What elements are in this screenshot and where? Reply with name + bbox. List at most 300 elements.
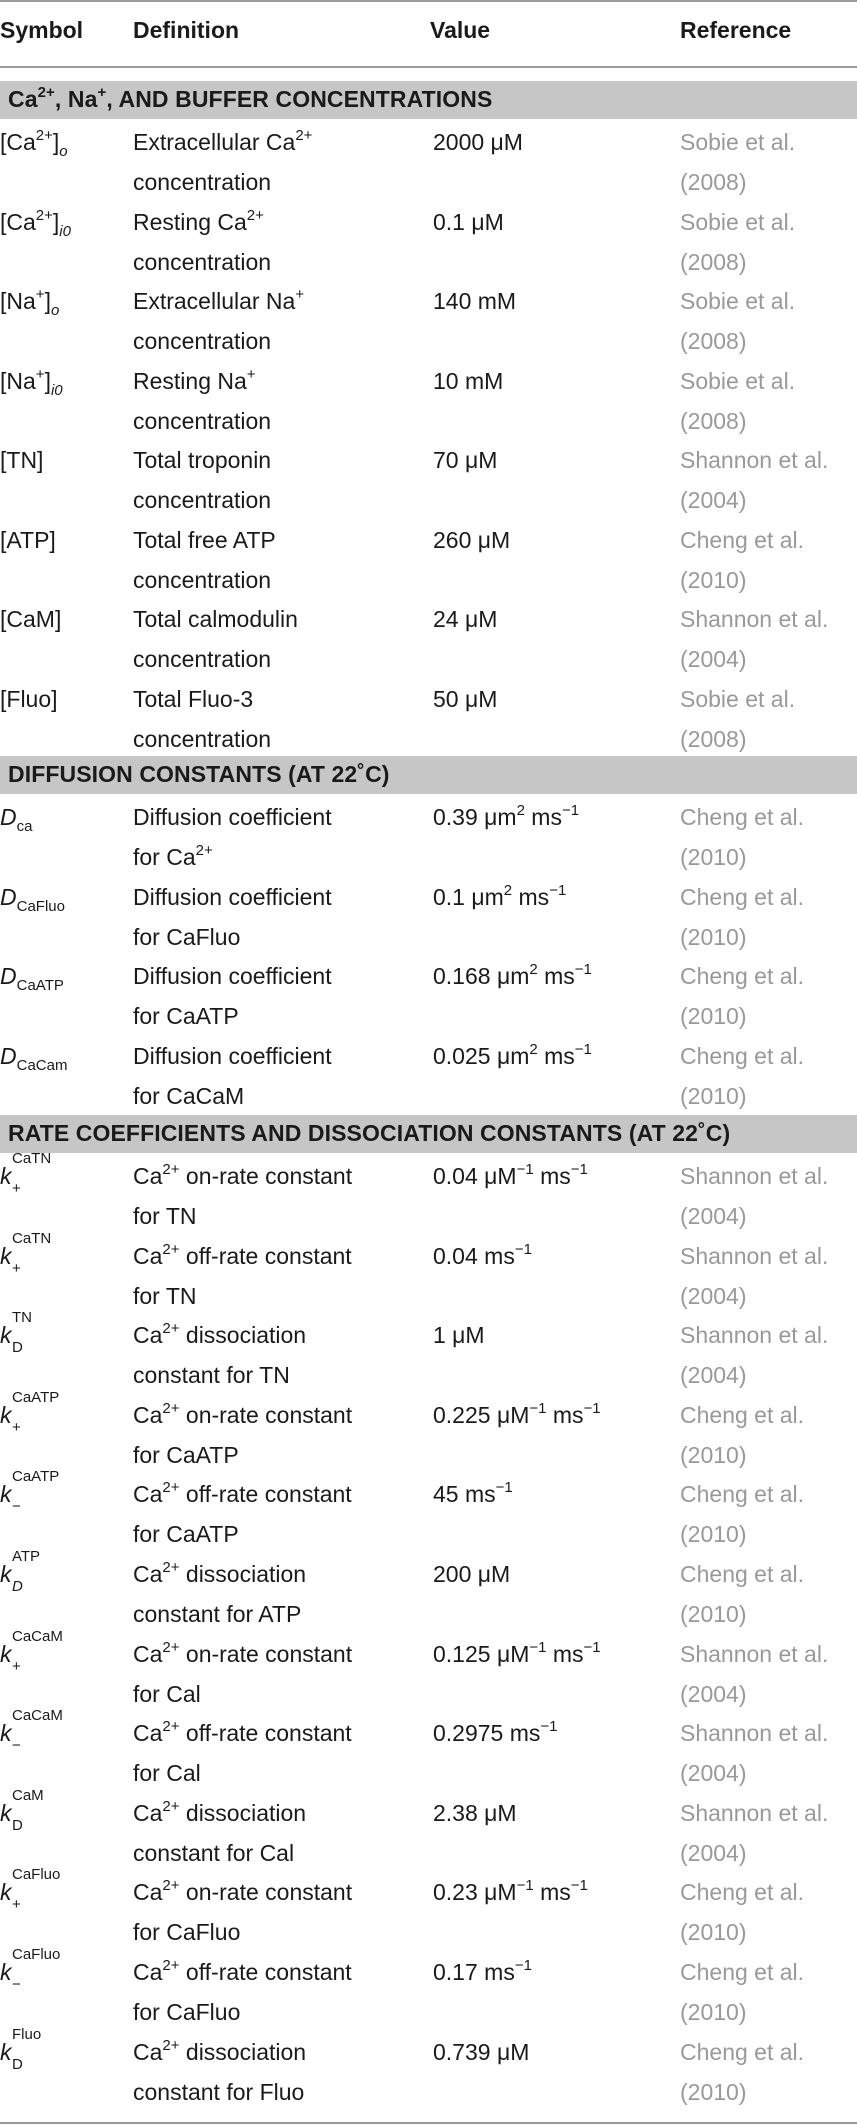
symbol (0, 797, 130, 837)
table-row (0, 281, 857, 361)
value-text: 0.025 μm (433, 1042, 530, 1069)
reference-year: (2004) (680, 1680, 747, 1707)
reference-authors: Shannon et al. (680, 447, 829, 473)
definition-cell (133, 1554, 423, 1634)
definition-text: constant for Cal (133, 1839, 295, 1866)
reference-year: (2010) (680, 2078, 747, 2105)
symbol-text: [Fluo] (0, 685, 58, 712)
reference-year: (2008) (680, 169, 747, 195)
value-text: 0.1 μM (433, 208, 504, 235)
definition-sup: 2+ (162, 1320, 180, 1338)
value-text: 0.168 μm (433, 963, 530, 989)
definition-text: off-rate constant (179, 1481, 352, 1508)
definition-text: concentration (133, 566, 272, 593)
table-row (0, 1946, 857, 2032)
definition-cell (133, 2032, 423, 2112)
value-cell (433, 1634, 673, 1674)
symbol-cell (0, 1786, 130, 1834)
definition-text: for CaATP (133, 1521, 239, 1548)
symbol (0, 1707, 130, 1755)
symbol-sup: 2+ (35, 206, 53, 224)
value-sup: −1 (514, 1240, 532, 1258)
value (433, 797, 673, 837)
value-sup: 2 (503, 881, 513, 899)
value (433, 599, 673, 639)
definition-text: Extracellular Na (133, 288, 296, 314)
symbol (0, 1150, 130, 1197)
reference-year: (2008) (680, 407, 747, 434)
definition-text: for CaFluo (133, 923, 241, 950)
reference-authors: Sobie et al. (680, 685, 796, 712)
symbol-cell (0, 361, 130, 401)
table-row (0, 797, 857, 877)
table-row (0, 2025, 857, 2112)
value-text: 0.125 μM (433, 1640, 530, 1667)
definition-text: dissociation (179, 1799, 307, 1826)
value-sup: −1 (570, 1161, 588, 1178)
definition-line-2 (133, 1753, 423, 1793)
symbol-k-letter: k (0, 1322, 12, 1349)
value-text: 10 mM (433, 367, 504, 394)
value-cell (433, 440, 673, 480)
definition-line-2 (133, 1912, 423, 1952)
value-sup: −1 (540, 1718, 558, 1736)
reference-cell (680, 1236, 855, 1316)
value (433, 1036, 673, 1076)
value-sup: −1 (570, 1877, 588, 1895)
reference-year: (2004) (680, 1362, 747, 1389)
definition-cell (133, 1474, 423, 1554)
value (433, 1156, 673, 1196)
definition-sup: 2+ (295, 127, 313, 144)
symbol-k-letter: k (0, 1163, 12, 1189)
reference-authors: Cheng et al. (680, 804, 805, 830)
definition-line-2 (133, 1076, 423, 1116)
reference-authors: Sobie et al. (680, 208, 796, 235)
reference-authors: Cheng et al. (680, 1879, 805, 1906)
definition-line-1 (133, 440, 423, 480)
value-unit: ms (524, 804, 562, 830)
symbol-sub: + (12, 1180, 21, 1197)
section-band-concentrations (0, 81, 857, 119)
symbol-cell (0, 1309, 130, 1357)
reference-year: (2004) (680, 646, 747, 672)
definition-text: off-rate constant (179, 1720, 352, 1747)
header-definition: Definition (133, 17, 240, 43)
reference-year: (2010) (680, 1521, 747, 1548)
reference-authors: Cheng et al. (680, 526, 805, 553)
reference-cell (680, 1952, 855, 2032)
table-row (0, 679, 857, 759)
value (433, 1315, 673, 1355)
value-cell (433, 1315, 673, 1355)
value-sup: −1 (549, 881, 567, 899)
value (433, 877, 673, 917)
symbol-k-letter: k (0, 1242, 12, 1269)
definition-line-1 (133, 1036, 423, 1076)
symbol-sup: CaFluo (12, 1946, 61, 1963)
definition-line-1 (133, 520, 423, 560)
reference-year: (2010) (680, 1441, 747, 1468)
value-unit: ms (537, 1042, 575, 1069)
value-text: 0.17 ms (433, 1959, 515, 1985)
value (433, 281, 673, 321)
definition-cell (133, 281, 423, 361)
value (433, 1634, 673, 1674)
symbol-sub: + (12, 1896, 21, 1914)
symbol-sup: + (35, 365, 45, 383)
value-sup: −1 (574, 1040, 592, 1058)
definition-ca: Ca (133, 1481, 163, 1508)
definition-line-2 (133, 242, 423, 282)
definition-line-2 (133, 2072, 423, 2112)
definition-line-1 (133, 679, 423, 719)
value-cell (433, 797, 673, 837)
table-row (0, 1866, 857, 1952)
definition-text: for CaFluo (133, 1999, 241, 2025)
table-row (0, 1388, 857, 1475)
symbol-text: [ATP] (0, 526, 56, 553)
value-cell (433, 599, 673, 639)
definition-line-2 (133, 1276, 423, 1316)
symbol-k-letter: k (0, 1799, 12, 1826)
reference-cell (680, 281, 855, 361)
reference-cell (680, 1036, 855, 1116)
reference-authors: Cheng et al. (680, 1561, 805, 1587)
symbol (0, 1229, 130, 1277)
symbol-sup: CaATP (12, 1388, 60, 1406)
table-row (0, 1627, 857, 1714)
symbol-k-letter: k (0, 1561, 12, 1587)
definition-text: dissociation (179, 1322, 307, 1349)
symbol (0, 1468, 130, 1516)
definition-text: concentration (133, 725, 272, 752)
value (433, 202, 673, 242)
value-cell (433, 281, 673, 321)
definition-line-2 (133, 321, 423, 361)
definition-text: concentration (133, 248, 272, 275)
symbol-cell (0, 202, 130, 242)
symbol-cell (0, 281, 130, 321)
section-band-diffusion (0, 756, 857, 794)
value-sup: −1 (583, 1638, 601, 1656)
reference-cell (680, 520, 855, 600)
value-text: 1 μM (433, 1322, 485, 1349)
symbol-cell (0, 797, 130, 837)
symbol-scripts (12, 2025, 112, 2073)
value-cell (433, 1156, 673, 1196)
definition-line-1 (133, 2032, 423, 2072)
symbol-text: [CaM] (0, 606, 62, 632)
symbol-scripts (12, 1627, 112, 1675)
reference-cell (680, 956, 855, 1036)
symbol (0, 361, 130, 401)
reference-year: (2004) (680, 1203, 747, 1229)
reference-cell (680, 877, 855, 957)
reference-cell (680, 122, 855, 202)
definition-line-1 (133, 361, 423, 401)
symbol-cell (0, 877, 130, 917)
symbol-k (0, 1315, 12, 1355)
reference-authors: Shannon et al. (680, 606, 829, 632)
table-row (0, 520, 857, 600)
symbol-k-letter: k (0, 1720, 12, 1747)
definition-line-2 (133, 1674, 423, 1714)
definition-text: Resting Ca (133, 208, 247, 235)
symbol-cell (0, 2025, 130, 2073)
definition-text: dissociation (179, 2038, 307, 2065)
definition-sup: + (246, 365, 256, 383)
definition-cell (133, 679, 423, 759)
table-row (0, 1707, 857, 1793)
value-sup: −1 (583, 1399, 601, 1417)
symbol-scripts (12, 1388, 112, 1436)
definition-text: concentration (133, 328, 272, 354)
definition-sup: 2+ (162, 1877, 180, 1895)
definition-text: for TN (133, 1203, 197, 1229)
symbol-sup: ATP (12, 1548, 41, 1565)
symbol-cell (0, 956, 130, 996)
table-row (0, 202, 857, 282)
definition-text: concentration (133, 487, 272, 513)
definition-text: on-rate constant (179, 1879, 353, 1906)
value-sup: −1 (516, 1161, 534, 1178)
symbol-sup: CaTN (12, 1229, 52, 1247)
symbol-sub: CaCam (16, 1056, 68, 1074)
table-header (0, 0, 857, 68)
reference-year: (2010) (680, 1919, 747, 1946)
value-text: 0.04 μM (433, 1163, 517, 1189)
symbol-cell (0, 1036, 130, 1076)
symbol-scripts (12, 1707, 112, 1755)
definition-cell (133, 202, 423, 282)
symbol (0, 1548, 130, 1595)
symbol-k-letter: k (0, 1879, 12, 1906)
definition-text: dissociation (179, 1561, 307, 1587)
definition-text: constant for Fluo (133, 2078, 305, 2105)
symbol-scripts (12, 1946, 112, 1993)
symbol-sup: CaM (12, 1786, 44, 1804)
reference-authors: Cheng et al. (680, 1481, 805, 1508)
section-title: RATE COEFFICIENTS AND DISSOCIATION CONSTANTS (AT 22˚C) (8, 1120, 731, 1146)
reference-year: (2010) (680, 1082, 747, 1109)
value-cell (433, 1554, 673, 1594)
value-cell (433, 956, 673, 996)
value-unit: ms (512, 883, 550, 910)
value-text: 70 μM (433, 447, 498, 473)
reference-cell (680, 797, 855, 877)
symbol (0, 1627, 130, 1675)
definition-line-2 (133, 1514, 423, 1554)
symbol (0, 877, 130, 917)
value-text: 260 μM (433, 526, 511, 553)
definition-line-1 (133, 1156, 423, 1196)
symbol-d: D (0, 883, 17, 910)
definition-ca: Ca (133, 1720, 163, 1747)
value (433, 1236, 673, 1276)
definition-ca: Ca (133, 1561, 163, 1587)
reference-year: (2004) (680, 1839, 747, 1866)
value-unit: ms (537, 963, 575, 989)
reference-year: (2008) (680, 248, 747, 275)
definition-text: for Ca (133, 844, 196, 870)
symbol-sub: CaATP (16, 977, 64, 994)
symbol-sup: CaFluo (12, 1866, 61, 1884)
symbol-scripts (12, 1229, 112, 1277)
definition-line-2 (133, 917, 423, 957)
value-unit: ms (533, 1163, 571, 1189)
reference-authors: Shannon et al. (680, 1640, 829, 1667)
value-cell (433, 1793, 673, 1833)
value-text: 0.225 μM (433, 1401, 530, 1428)
symbol-close: ] (52, 129, 60, 155)
definition-ca: Ca (133, 1322, 163, 1349)
symbol-sub: − (12, 1737, 21, 1755)
definition-line-1 (133, 281, 423, 321)
symbol-text: [TN] (0, 447, 44, 473)
value (433, 1713, 673, 1753)
symbol-base: [Ca (0, 129, 36, 155)
definition-line-2 (133, 560, 423, 600)
header-reference: Reference (680, 17, 792, 43)
definition-cell (133, 520, 423, 600)
value-text: 0.23 μM (433, 1879, 517, 1906)
symbol-cell (0, 1627, 130, 1675)
symbol-cell (0, 1707, 130, 1755)
table-row (0, 1229, 857, 1316)
definition-text: on-rate constant (179, 1640, 353, 1667)
symbol (0, 1946, 130, 1993)
symbol-scripts (12, 1548, 112, 1595)
section-title: $Ca^{2+}$, Na+, AND BUFFER CONCENTRATIONS (8, 84, 493, 112)
definition-sup: 2+ (246, 206, 264, 224)
definition-line-2 (133, 1992, 423, 2032)
definition-line-1 (133, 1236, 423, 1276)
value-cell (433, 1713, 673, 1753)
value-text: 0.739 μM (433, 2038, 530, 2065)
value (433, 122, 673, 162)
definition-text: Total free ATP (133, 526, 276, 553)
reference-year: (2004) (680, 1760, 747, 1787)
value-cell (433, 1952, 673, 1992)
definition-ca: Ca (133, 1401, 163, 1428)
symbol-k (0, 1554, 12, 1594)
reference-cell (680, 2032, 855, 2112)
definition-line-1 (133, 1952, 423, 1992)
value (433, 956, 673, 996)
symbol-k-letter: k (0, 1481, 12, 1508)
definition-line-1 (133, 1315, 423, 1355)
table-row (0, 956, 857, 1036)
definition-text: Total troponin (133, 447, 272, 473)
symbol-base: [Na (0, 288, 36, 314)
definition-line-1 (133, 1872, 423, 1912)
symbol-cell (0, 1866, 130, 1914)
definition-cell (133, 956, 423, 1036)
value-cell (433, 2032, 673, 2072)
symbol-sub: D (12, 2055, 23, 2073)
reference-cell (680, 1554, 855, 1634)
definition-line-2 (133, 1833, 423, 1873)
definition-text: Total calmodulin (133, 606, 298, 632)
symbol-cell (0, 1946, 130, 1993)
reference-cell (680, 1793, 855, 1873)
definition-text: Extracellular Ca (133, 129, 296, 155)
value-cell (433, 202, 673, 242)
definition-line-1 (133, 877, 423, 917)
definition-line-1 (133, 1634, 423, 1674)
symbol (0, 956, 130, 996)
symbol-sup: Fluo (12, 2025, 42, 2043)
definition-text: concentration (133, 646, 272, 672)
value-text: 0.1 μm (433, 883, 504, 910)
value (433, 679, 673, 719)
definition-ca: Ca (133, 1799, 163, 1826)
symbol-sub: i0 (50, 381, 63, 399)
value-cell (433, 520, 673, 560)
definition-text: constant for TN (133, 1362, 290, 1389)
definition-cell (133, 1713, 423, 1793)
reference-cell (680, 1713, 855, 1793)
definition-sup: 2+ (162, 1161, 180, 1178)
definition-sup: 2+ (162, 1240, 180, 1258)
value-sup: −1 (529, 1399, 547, 1417)
value-sup: −1 (529, 1638, 547, 1656)
reference-authors: Cheng et al. (680, 883, 805, 910)
definition-cell (133, 1793, 423, 1873)
table-row (0, 122, 857, 202)
definition-text: concentration (133, 169, 272, 195)
value-cell (433, 1395, 673, 1435)
definition-text: for CaATP (133, 1441, 239, 1468)
symbol (0, 679, 130, 719)
symbol (0, 122, 130, 162)
symbol (0, 1036, 130, 1076)
reference-cell (680, 1395, 855, 1475)
reference-authors: Shannon et al. (680, 1322, 829, 1349)
symbol-sup: CaCaM (12, 1627, 63, 1645)
symbol-sub: o (50, 302, 60, 319)
definition-text: for CaATP (133, 1003, 239, 1029)
definition-sup: 2+ (162, 1479, 180, 1497)
definition-sup: + (295, 286, 305, 303)
symbol-cell (0, 599, 130, 639)
symbol-scripts (12, 1866, 112, 1914)
value-sup: 2 (529, 961, 538, 978)
bottom-rule (0, 2122, 857, 2124)
symbol-cell (0, 1388, 130, 1436)
reference-cell (680, 1872, 855, 1952)
value (433, 1793, 673, 1833)
value-cell (433, 1236, 673, 1276)
definition-ca: Ca (133, 1640, 163, 1667)
value-cell (433, 679, 673, 719)
definition-line-1 (133, 1713, 423, 1753)
value (433, 520, 673, 560)
reference-year: (2010) (680, 923, 747, 950)
symbol-k (0, 2032, 12, 2072)
definition-line-1 (133, 202, 423, 242)
definition-line-2 (133, 719, 423, 759)
definition-text: Diffusion coefficient (133, 963, 332, 989)
reference-authors: Shannon et al. (680, 1720, 829, 1747)
header-value: Value (430, 17, 491, 43)
symbol-scripts (12, 1468, 112, 1516)
definition-cell (133, 1315, 423, 1395)
definition-sup: 2+ (162, 1559, 180, 1576)
definition-ca: Ca (133, 2038, 163, 2065)
value (433, 1474, 673, 1514)
